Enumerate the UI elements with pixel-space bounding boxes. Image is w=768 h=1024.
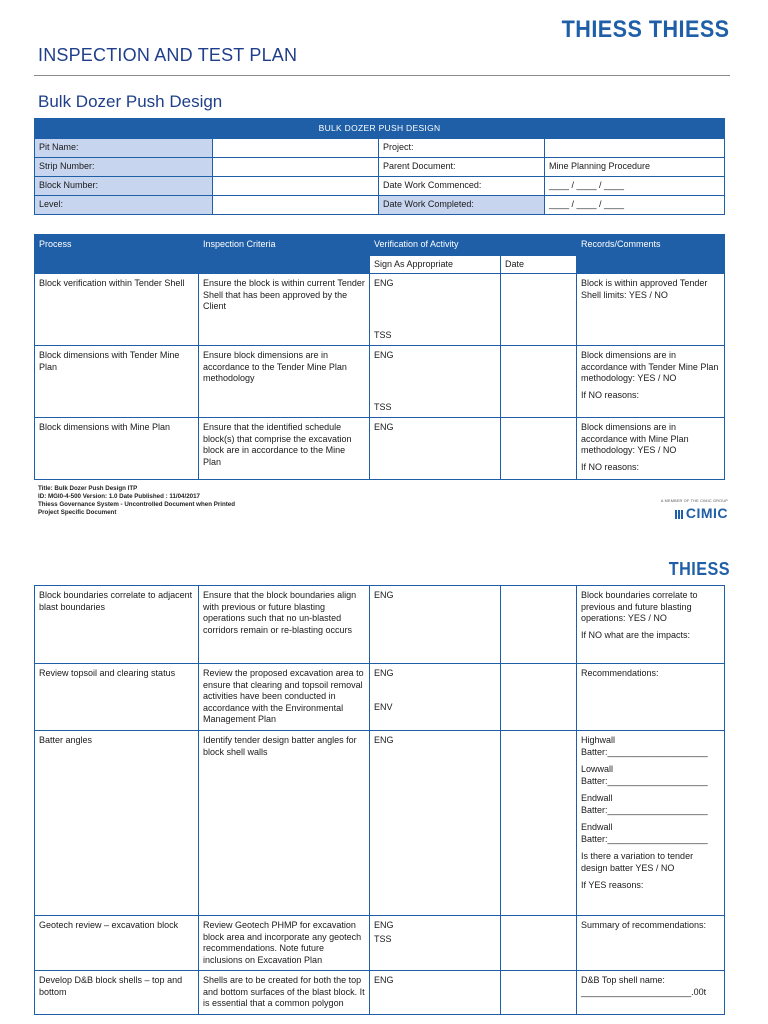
sign-cell[interactable]: ENG TSS — [370, 274, 501, 346]
table-row — [35, 731, 725, 916]
records-cell[interactable]: Summary of recommendations: — [577, 916, 725, 971]
criteria-cell: Identify tender design batter angles for block shell walls — [199, 731, 370, 916]
info-label: Date Work Completed: — [379, 196, 545, 215]
cimic-mark-icon — [675, 510, 684, 519]
info-value-field[interactable]: ____ / ____ / ____ — [545, 196, 725, 215]
table-row — [35, 586, 725, 664]
sign-cell[interactable]: ENG — [370, 418, 501, 480]
table-row — [35, 916, 725, 971]
criteria-cell: Ensure the block is within current Tender Shell that has been approved by the Client — [199, 274, 370, 346]
date-cell[interactable] — [501, 731, 577, 916]
info-label: Level: — [35, 196, 213, 215]
info-value-field[interactable] — [545, 139, 725, 158]
date-cell[interactable] — [501, 274, 577, 346]
records-cell[interactable]: Block is within approved Tender Shell limits: YES / NO — [577, 274, 725, 346]
cimic-name: CIMIC — [685, 505, 728, 521]
footer-title: Title: Bulk Dozer Push Design ITP — [38, 485, 138, 492]
date-cell[interactable] — [501, 346, 577, 418]
date-cell[interactable] — [501, 586, 577, 664]
criteria-cell: Ensure that the block boundaries align with previous or future blasting operations such that no un-blasted corridors remain or re-blasting occurs — [199, 586, 370, 664]
criteria-cell: Review the proposed excavation area to ensure that clearing and topsoil removal activities have been conducted in accordance with the Environmental Management Plan — [199, 664, 370, 731]
page-subtitle: Bulk Dozer Push Design — [38, 92, 223, 111]
info-value-field[interactable] — [213, 158, 379, 177]
process-cell: Block boundaries correlate to adjacent blast boundaries — [35, 586, 199, 664]
date-cell[interactable] — [501, 418, 577, 480]
info-row — [35, 196, 725, 215]
records-cell[interactable]: Block boundaries correlate to previous and future blasting operations: YES / NO If NO what are the impacts: — [577, 586, 725, 664]
criteria-cell: Ensure block dimensions are in accordance to the Tender Mine Plan methodology — [199, 346, 370, 418]
itp-table-page1 — [34, 234, 725, 480]
criteria-cell: Shells are to be created for both the top and bottom surfaces of the blast block. It is essential that a common polygon — [199, 971, 370, 1015]
process-cell: Geotech review – excavation block — [35, 916, 199, 971]
table-row — [35, 971, 725, 1015]
table-row — [35, 664, 725, 731]
thiess-logo-page2: THIESS — [668, 559, 730, 579]
document-footer — [38, 485, 235, 517]
records-cell[interactable]: Highwall Batter:____________________ Lowwall Batter:____________________ Endwall Batter:____________________ Endwall Batter:____________________ Is there a variation to tender design batter YES / NO If YES reasons: — [577, 731, 725, 916]
records-cell[interactable]: Block dimensions are in accordance with Mine Plan methodology: YES / NO If NO reasons: — [577, 418, 725, 480]
sign-cell[interactable]: ENG TSS — [370, 346, 501, 418]
column-subheader-sign: Sign As Appropriate — [370, 255, 501, 274]
footer-governance: Thiess Governance System - Uncontrolled Document when Printed — [38, 501, 236, 508]
table-row — [35, 346, 725, 418]
column-header-process: Process — [35, 235, 199, 274]
date-cell[interactable] — [501, 916, 577, 971]
thiess-logo: THIESS THIESS — [562, 16, 730, 43]
info-label: Pit Name: — [35, 139, 213, 158]
footer-project: Project Specific Document — [38, 509, 117, 516]
sign-cell[interactable]: ENG TSS — [370, 916, 501, 971]
info-value-field[interactable] — [213, 177, 379, 196]
page-title: INSPECTION AND TEST PLAN — [38, 45, 298, 65]
cimic-logo — [661, 499, 728, 523]
info-label: Block Number: — [35, 177, 213, 196]
footer-id: ID: MGI0-4-500 Version: 1.0 Date Published : 11/04/2017 — [38, 493, 200, 500]
table-row — [35, 418, 725, 480]
info-table-heading: BULK DOZER PUSH DESIGN — [35, 119, 725, 139]
sign-cell[interactable]: ENG — [370, 586, 501, 664]
info-value-field[interactable]: ____ / ____ / ____ — [545, 177, 725, 196]
column-header-criteria: Inspection Criteria — [199, 235, 370, 274]
process-cell: Develop D&B block shells – top and bottom — [35, 971, 199, 1015]
process-cell: Review topsoil and clearing status — [35, 664, 199, 731]
process-cell: Block dimensions with Mine Plan — [35, 418, 199, 480]
criteria-cell: Review Geotech PHMP for excavation block area and incorporate any geotech recommendations. Note future inclusions on Excavation Plan — [199, 916, 370, 971]
table-row — [35, 274, 725, 346]
criteria-cell: Ensure that the identified schedule block(s) that comprise the excavation block are in accordance to the Mine Plan — [199, 418, 370, 480]
column-subheader-date: Date — [501, 255, 577, 274]
info-row — [35, 139, 725, 158]
info-table — [34, 118, 725, 215]
process-cell: Block verification within Tender Shell — [35, 274, 199, 346]
process-cell: Block dimensions with Tender Mine Plan — [35, 346, 199, 418]
info-value-field[interactable] — [213, 196, 379, 215]
records-cell[interactable]: Recommendations: — [577, 664, 725, 731]
sign-cell[interactable]: ENG — [370, 971, 501, 1015]
info-row — [35, 158, 725, 177]
title-divider — [34, 75, 730, 76]
info-row — [35, 177, 725, 196]
info-value-field[interactable]: Mine Planning Procedure — [545, 158, 725, 177]
info-label: Strip Number: — [35, 158, 213, 177]
itp-table-page2 — [34, 585, 725, 1015]
column-header-verification: Verification of Activity — [370, 235, 577, 256]
records-cell[interactable]: D&B Top shell name: ______________________.00t — [577, 971, 725, 1015]
date-cell[interactable] — [501, 664, 577, 731]
sign-cell[interactable]: ENG — [370, 731, 501, 916]
info-label: Date Work Commenced: — [379, 177, 545, 196]
sign-cell[interactable]: ENG ENV — [370, 664, 501, 731]
info-value-field[interactable] — [213, 139, 379, 158]
cimic-tagline: A MEMBER OF THE CIMIC GROUP — [660, 499, 728, 503]
process-cell: Batter angles — [35, 731, 199, 916]
date-cell[interactable] — [501, 971, 577, 1015]
records-cell[interactable]: Block dimensions are in accordance with Tender Mine Plan methodology: YES / NO If NO reasons: — [577, 346, 725, 418]
column-header-records: Records/Comments — [577, 235, 725, 274]
info-label: Parent Document: — [379, 158, 545, 177]
info-label: Project: — [379, 139, 545, 158]
